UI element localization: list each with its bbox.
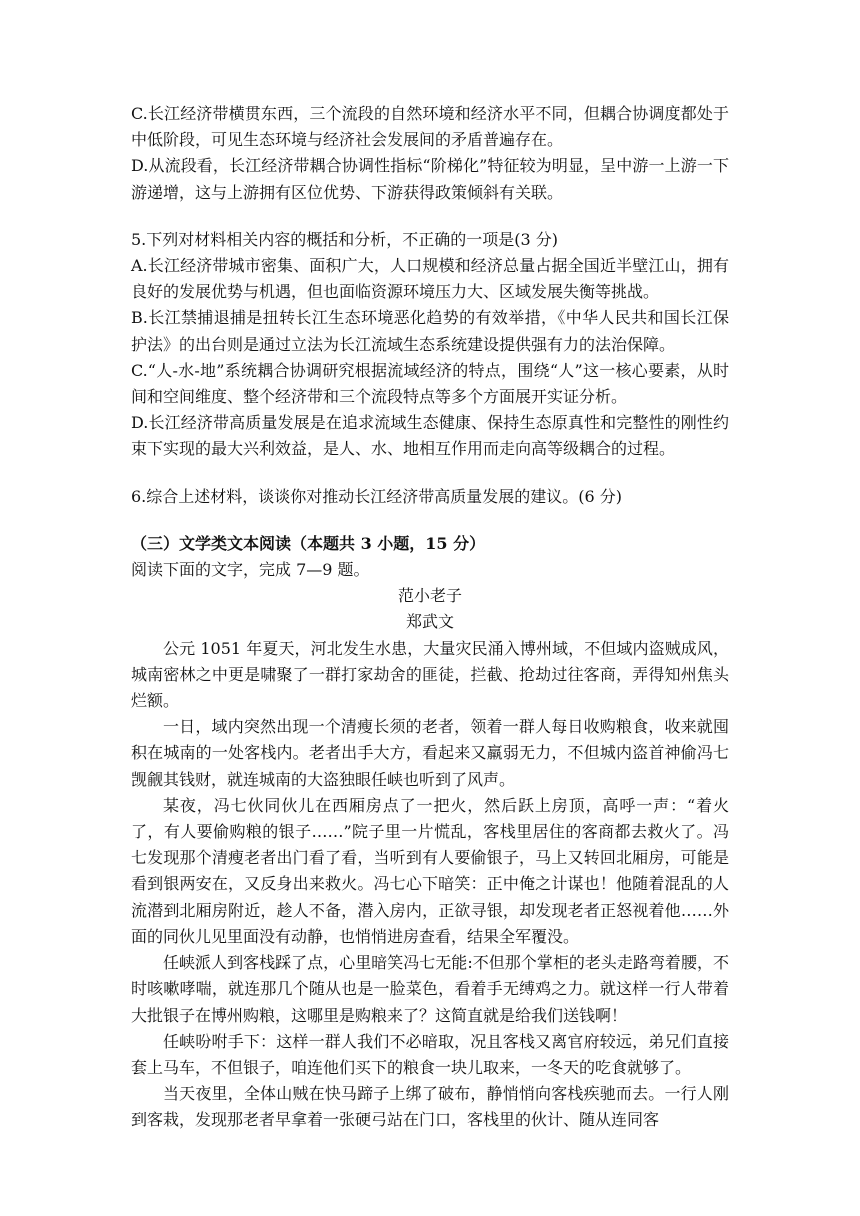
story-author: 郑武文 [405,612,454,632]
q6-question: 6.综合上述材料，谈谈你对推动长江经济带高质量发展的建议。(6 分) [131,486,623,506]
story-title: 范小老子 [397,586,462,606]
q5-option-c: C.“人-水-地”系统耦合协调研究根据流域经济的特点，围绕“人”这一核心要素，从时间和空间维度、整个经济带和三个流段特点等多个方面展开实证分析。 [131,360,729,407]
story-paragraph: 公元 1051 年夏天，河北发生水患，大量灾民涌入博州域，不但域内盗贼成风，城南密林之中更是啸聚了一群打家劫舍的匪徒，拦截、抢劫过往客商，弄得知州焦头烂额。 [131,638,729,711]
q5-option-b: B.长江禁捕退捕是扭转长江生态环境恶化趋势的有效举措，《中华人民共和国长江保护法》的出台则是通过立法为长江流域生态系统建设提供强有力的法治保障。 [131,308,729,354]
q4-option-c: C.长江经济带横贯东西，三个流段的自然环境和经济水平不同，但耦合协调度都处于中低阶段，可见生态环境与经济社会发展间的矛盾普遍存在。 [131,104,729,150]
story-paragraph: 一日，域内突然出现一个清瘦长须的老者，领着一群人每日收购粮食，收来就囤积在城南的一处客栈内。老者出手大方，看起来又羸弱无力，不但城内盗首神偷冯七觊觎其钱财，就连城南的大盗独眼任峡也听到了风声。 [131,717,729,789]
q5-option-d: D.长江经济带高质量发展是在追求流域生态健康、保持生态原真性和完整性的刚性约束下实现的最大兴利效益，是人、水、地相互作用而走向高等级耦合的过程。 [131,413,729,459]
document-body [131,101,729,1134]
section-instruction: 阅读下面的文字，完成 7—9 题。 [131,560,370,580]
spacer [131,206,729,227]
q5-option-a: A.长江经济带城市密集、面积广大，人口规模和经济总量占据全国近半壁江山，拥有良好的发展优势与机遇，但也面临资源环境压力大、区域发展失衡等挑战。 [131,256,729,302]
section-heading: （三）文学类文本阅读（本题共 3 小题，15 分） [131,533,486,553]
story-paragraph: 当天夜里，全体山贼在快马蹄子上绑了破布，静悄悄向客栈疾驰而去。一行人刚到客栽，发现那老者早拿着一张硬弓站在门口，客栈里的伙计、随从连同客 [131,1084,729,1130]
q4-option-d: D.从流段看，长江经济带耦合协调性指标“阶梯化”特征较为明显，呈中游一上游一下游递增，这与上游拥有区位优势、下游获得政策倾斜有关联。 [131,156,729,202]
story-paragraph: 某夜，冯七伙同伙儿在西厢房点了一把火，然后跃上房顶，高呼一声：“着火了，有人要偷购粮的银子……”院子里一片慌乱，客栈里居住的客商都去救火了。冯七发现那个清瘦老者出门看了看，当听到有人要偷银子，马上又转回北厢房，可能是看到银两安在，又反身出来救火。冯七心下暗笑：正中俺之计谋也！他随着混乱的人流潜到北厢房附近，趁人不备，潜入房内，正欲寻银，却发现老者正怒视着他……外面的同伙儿见里面没有动静，也悄悄进房查看，结果全军覆没。 [131,795,729,946]
spacer [131,463,729,484]
story-paragraph: 任峡吩咐手下：这样一群人我们不必暗取，况且客栈又离官府较远，弟兄们直接套上马车，不但银子，咱连他们买下的粮食一块儿取来，一冬天的吃食就够了。 [131,1031,729,1077]
story-paragraph: 任峡派人到客栈踩了点，心里暗笑冯七无能:不但那个掌柜的老头走路弯着腰，不时咳嗽哮喘，就连那几个随从也是一脸菜色，看着手无缚鸡之力。就这样一行人带着大批银子在博州购粮，这哪里是购粮来了？这简直就是给我们送钱啊！ [131,953,729,1025]
q5-stem: 5.下列对材料相关内容的概括和分析，不正确的一项是(3 分) [131,229,559,249]
spacer [131,510,729,531]
